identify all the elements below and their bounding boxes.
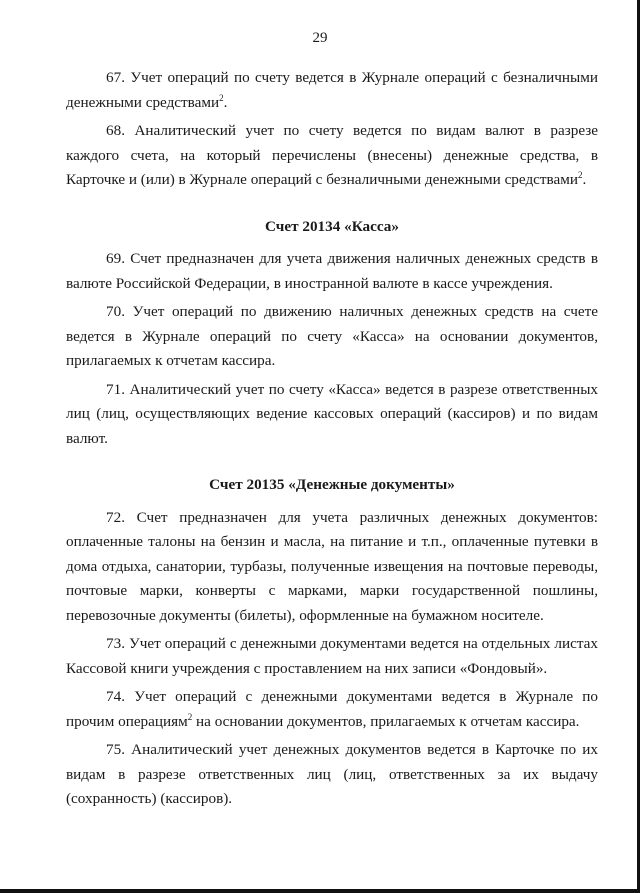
page-number: 29 (312, 30, 328, 46)
scan-edge-bottom (0, 889, 640, 893)
footnote-ref: 2 (187, 711, 193, 722)
footnote-ref: 2 (219, 92, 224, 103)
paragraph-67: 67. Учет операций по счету ведется в Журнале операций с безналичными денежными средствами$^2$. (66, 69, 598, 111)
paragraph-74: 74. Учет операций с денежными документами ведется в Журнале по прочим операциям$^2$ на основании документов, прилагаемых к отчетам кассира. (66, 688, 598, 730)
paragraph-68: 68. Аналитический учет по счету ведется по видам валют в разрезе каждого счета, на который перечислены (внесены) денежные средства, в Карточке и (или) в Журнале операций с безналичными денежными средствами$^2$. (66, 122, 598, 188)
paragraph-70: 70. Учет операций по движению наличных денежных средств на счете ведется в Журнале операций по счету «Касса» на основании документов, прилагаемых к отчетам кассира. (66, 303, 598, 369)
paragraph-69: 69. Счет предназначен для учета движения наличных денежных средств в валюте Российской Федерации, в иностранной валюте в кассе учреждения. (66, 250, 598, 292)
heading-account-20134: Счет 20134 «Касса» (265, 217, 399, 235)
heading-account-20135: Счет 20135 «Денежные документы» (209, 476, 455, 493)
paragraph-72: 72. Счет предназначен для учета различных денежных документов: оплаченные талоны на бензин и масла, на питание и т.п., оплаченные путевки в дома отдыха, санатории, турбазы, полученные извещения на почтовые переводы, почтовые марки, конверты с марками, марки государственной пошлины, перевозочные документы (билеты), оформленные на бумажном носителе. (66, 508, 598, 624)
paragraph-73: 73. Учет операций с денежными документами ведется на отдельных листах Кассовой книги учреждения с проставлением на них записи «Фондовый». (66, 635, 598, 677)
paragraph-75: 75. Аналитический учет денежных документов ведется в Карточке по их видам в разрезе ответственных лиц (лиц, ответственных за их выдачу (сохранность) (кассиров). (66, 741, 598, 807)
document-body (66, 66, 598, 816)
paragraph-71: 71. Аналитический учет по счету «Касса» ведется в разрезе ответственных лиц (лиц, осуществляющих ведение кассовых операций (кассиров) и по видам валют. (66, 380, 598, 447)
footnote-ref: 2 (578, 169, 583, 180)
